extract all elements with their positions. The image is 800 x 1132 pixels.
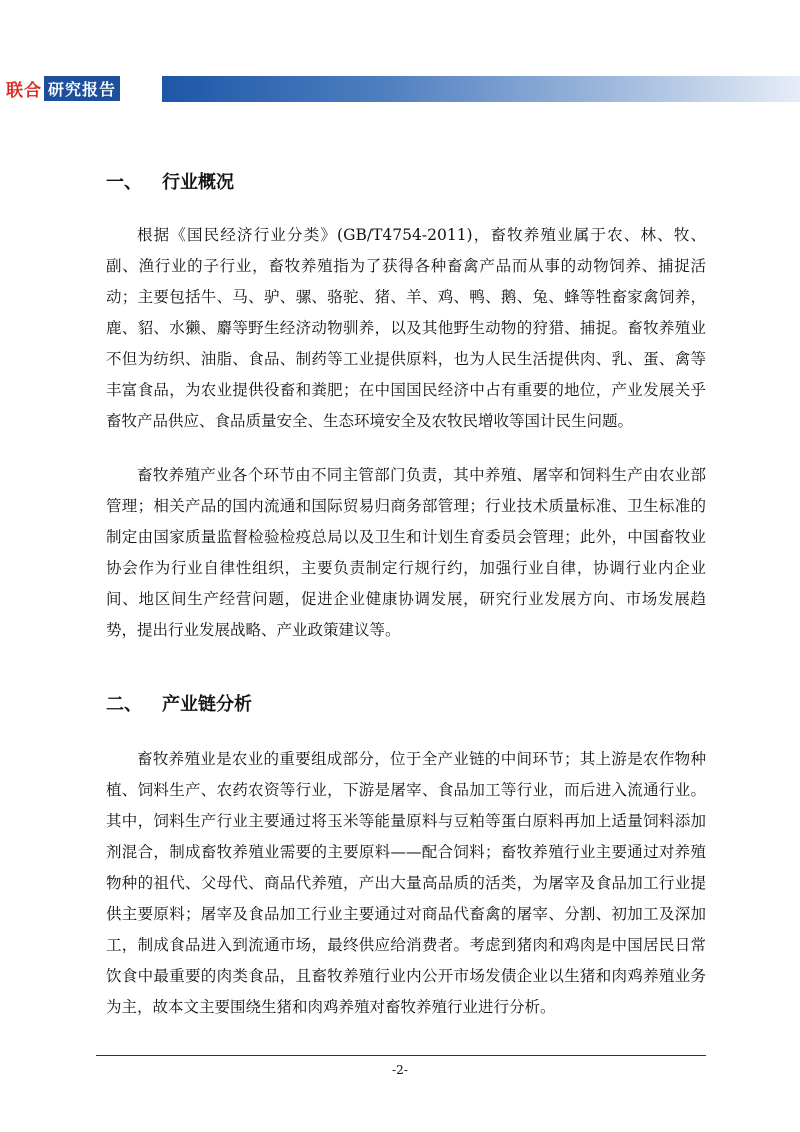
page-number: -2- <box>392 1063 408 1077</box>
section-number: 二、 <box>106 694 142 715</box>
report-logo <box>0 74 120 102</box>
logo-text-lianhe: 联合 <box>6 80 42 101</box>
section-heading-industry-chain <box>106 690 252 716</box>
paragraph-overview-2: 畜牧养殖产业各个环节由不同主管部门负责，其中养殖、屠宰和饲料生产由农业部管理；相关产品的国内流通和国际贸易归商务部管理；行业技术质量标准、卫生标准的制定由国家质量监督检验检疫总局以及卫生和计划生育委员会管理；此外，中国畜牧业协会作为行业自律性组织，主要负责制定行规行约，加强行业自律，协调行业内企业间、地区间生产经营问题，促进企业健康协调发展，研究行业发展方向、市场发展趋势，提出行业发展战略、产业政策建议等。 <box>106 466 706 639</box>
logo-text-research-report: 研究报告 <box>44 76 120 101</box>
section-number: 一、 <box>106 172 142 193</box>
footer-divider <box>96 1055 706 1056</box>
paragraph-industry-chain-1: 畜牧养殖业是农业的重要组成部分，位于全产业链的中间环节；其上游是农作物种植、饲料生产、农药农资等行业，下游是屠宰、食品加工等行业，而后进入流通行业。其中，饲料生产行业主要通过将玉米等能量原料与豆粕等蛋白原料再加上适量饲料添加剂混合，制成畜牧养殖业需要的主要原料——配合饲料；畜牧养殖行业主要通过对养殖物种的祖代、父母代、商品代养殖，产出大量高品质的活类，为屠宰及食品加工行业提供主要原料；屠宰及食品加工行业主要通过对商品代畜禽的屠宰、分割、初加工及深加工，制成食品进入到流通市场，最终供应给消费者。考虑到猪肉和鸡肉是中国居民日常饮食中最重要的肉类食品，且畜牧养殖行业内公开市场发债企业以生猪和肉鸡养殖业务为主，故本文主要围绕生猪和肉鸡养殖对畜牧养殖行业进行分析。 <box>106 750 706 1016</box>
report-header-bar <box>0 74 800 102</box>
section-title: 产业链分析 <box>162 694 252 715</box>
section-heading-overview <box>106 168 234 194</box>
section-title: 行业概况 <box>162 172 234 193</box>
paragraph-overview-1: 根据《国民经济行业分类》(GB/T4754-2011)，畜牧养殖业属于农、林、牧、副、渔行业的子行业，畜牧养殖指为了获得各种畜禽产品而从事的动物饲养、捕捉活动；主要包括牛、马、驴、骡、骆驼、猪、羊、鸡、鸭、鹅、兔、蜂等牲畜家禽饲养，鹿、貂、水獭、麝等野生经济动物驯养，以及其他野生动物的狩猎、捕捉。畜牧养殖业不但为纺织、油脂、食品、制药等工业提供原料，也为人民生活提供肉、乳、蛋、禽等丰富食品，为农业提供役畜和粪肥；在中国国民经济中占有重要的地位，产业发展关乎畜牧产品供应、食品质量安全、生态环境安全及农牧民增收等国计民生问题。 <box>106 226 706 430</box>
header-gradient-band <box>162 76 800 102</box>
